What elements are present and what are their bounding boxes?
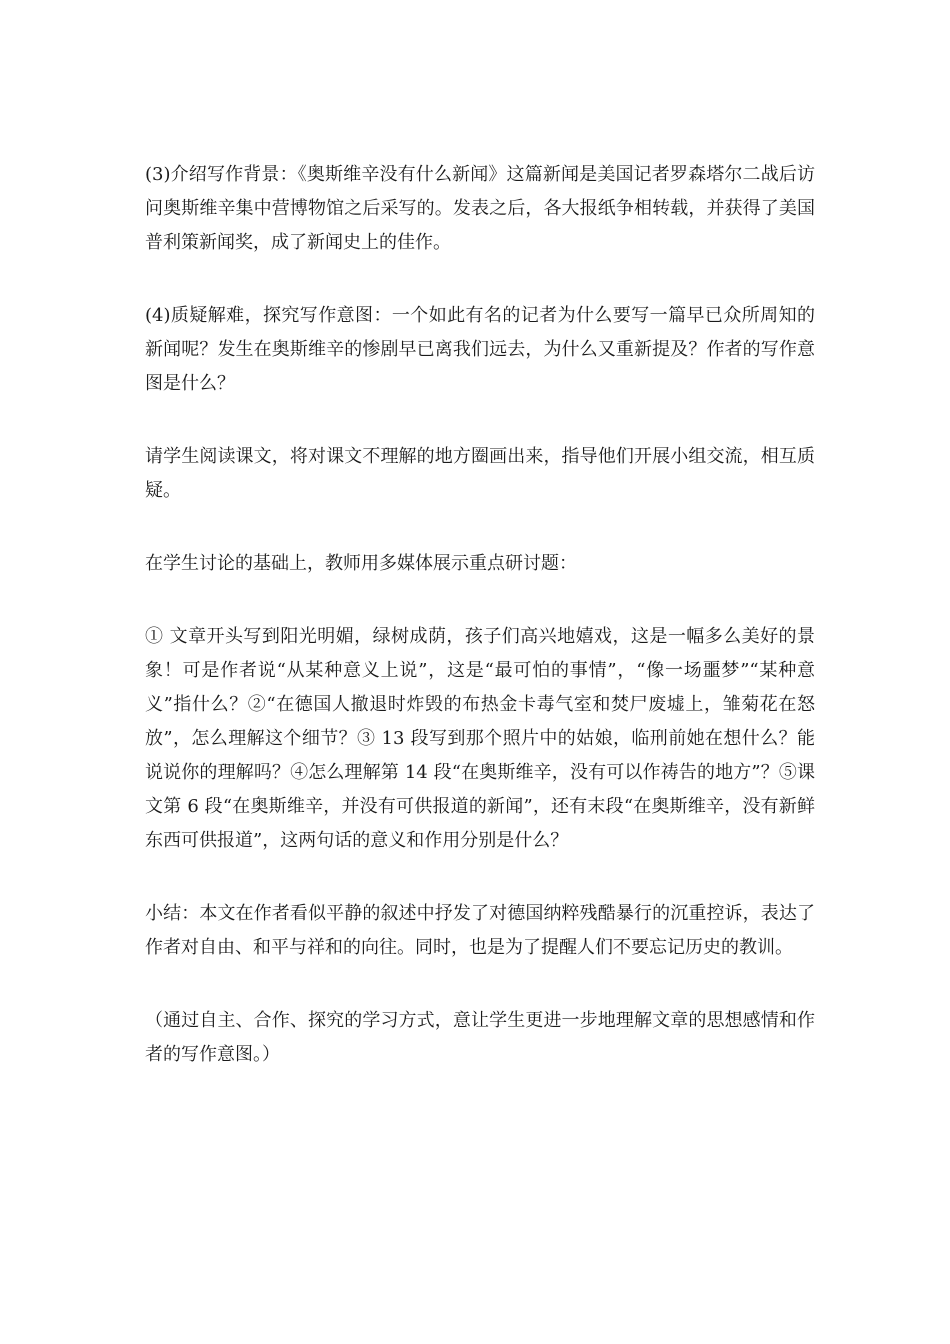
paragraph-writing-intent-question: (4)质疑解难，探究写作意图：一个如此有名的记者为什么要写一篇早已众所周知的新闻呢？发生在奥斯维辛的惨剧早已离我们远去，为什么又重新提及？作者的写作意图是什么？ — [145, 305, 815, 394]
paragraph-student-reading: 请学生阅读课文，将对课文不理解的地方圈画出来，指导他们开展小组交流，相互质疑。 — [145, 446, 815, 501]
paragraph-summary: 小结：本文在作者看似平静的叙述中抒发了对德国纳粹残酷暴行的沉重控诉，表达了作者对自由、和平与祥和的向往。同时，也是为了提醒人们不要忘记历史的教训。 — [145, 903, 815, 958]
paragraph-teaching-note: （通过自主、合作、探究的学习方式，意让学生更进一步地理解文章的思想感情和作者的写作意图。） — [145, 1010, 815, 1065]
document-body — [145, 158, 815, 1072]
paragraph-discussion-intro: 在学生讨论的基础上，教师用多媒体展示重点研讨题： — [145, 553, 577, 574]
paragraph-writing-background: (3)介绍写作背景：《奥斯维辛没有什么新闻》这篇新闻是美国记者罗森塔尔二战后访问奥斯维辛集中营博物馆之后采写的。发表之后，各大报纸争相转载，并获得了美国普利策新闻奖，成了新闻史上的佳作。 — [145, 164, 815, 253]
paragraph-discussion-questions: ① 文章开头写到阳光明媚，绿树成荫，孩子们高兴地嬉戏，这是一幅多么美好的景象！可是作者说“从某种意义上说”，这是“最可怕的事情”，“像一场噩梦”“某种意义”指什么？②“在德国人撤退时炸毁的布热金卡毒气室和焚尸废墟上，雏菊花在怒放”，怎么理解这个细节？③ 13 段写到那个照片中的姑娘，临刑前她在想什么？能说说你的理解吗？④怎么理解第 14 段“在奥斯维辛，没有可以作祷告的地方”？⑤课文第 6 段“在奥斯维辛，并没有可供报道的新闻”，还有末段“在奥斯维辛，没有新鲜东西可供报道”，这两句话的意义和作用分别是什么？ — [145, 626, 815, 851]
